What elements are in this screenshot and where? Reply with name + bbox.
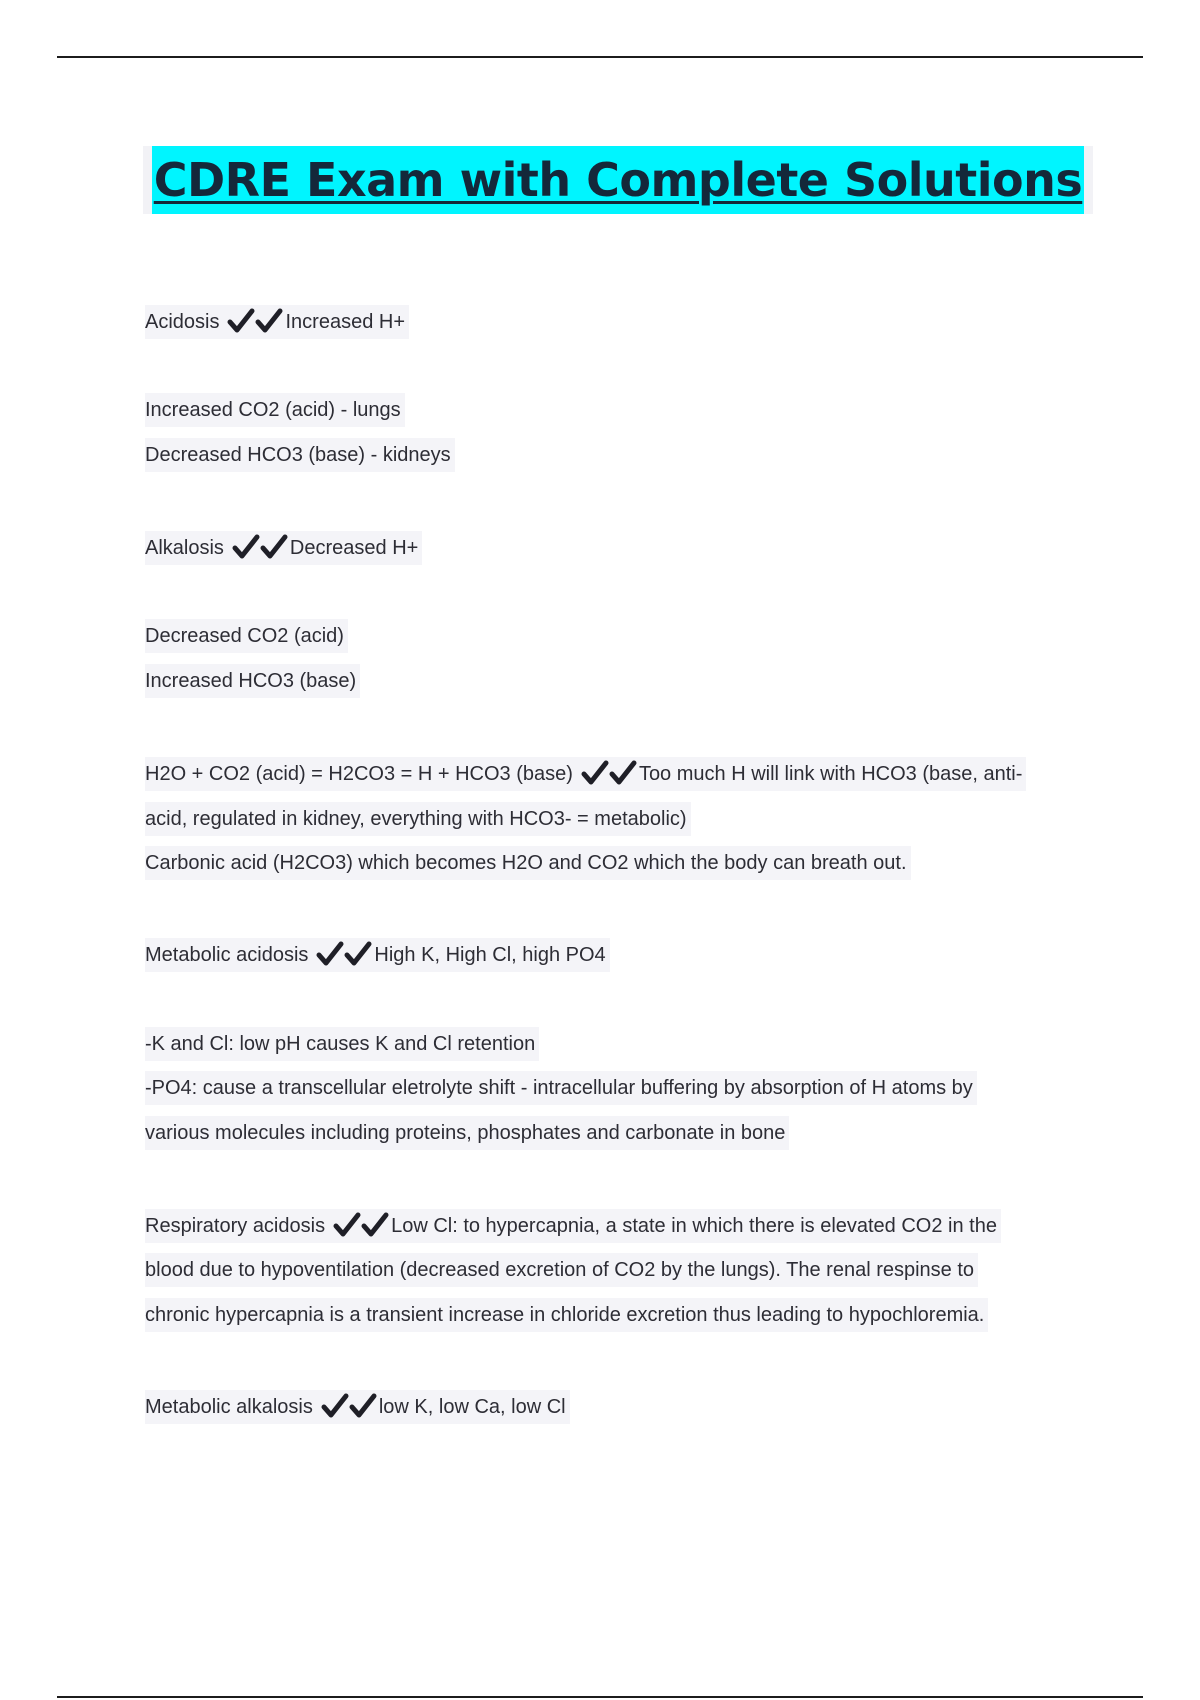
question-term: Respiratory acidosis — [145, 1215, 326, 1237]
check-icon — [344, 939, 372, 969]
answer-continuation: acid, regulated in kidney, everything with HCO3- = metabolic) — [145, 802, 691, 836]
answer-text: High K, High Cl, high PO4 — [374, 944, 606, 966]
answer-marker — [227, 306, 283, 340]
question-term: Acidosis — [145, 311, 220, 333]
qa-item-acidosis — [145, 305, 409, 339]
question-term: Metabolic alkalosis — [145, 1396, 313, 1418]
answer-continuation: blood due to hypoventilation (decreased excretion of CO2 by the lungs). The renal respinse to — [145, 1253, 978, 1287]
check-icon — [581, 758, 609, 788]
note-line: -K and Cl: low pH causes K and Cl retention — [145, 1027, 539, 1061]
answer-text: Decreased H+ — [289, 537, 419, 559]
note-line: Increased HCO3 (base) — [145, 664, 360, 698]
answer-text: low K, low Ca, low Cl — [378, 1396, 566, 1418]
answer-text: Low Cl: to hypercapnia, a state in which there is elevated CO2 in the — [391, 1215, 997, 1237]
note-line: various molecules including proteins, phosphates and carbonate in bone — [145, 1116, 789, 1150]
note-line: Carbonic acid (H2CO3) which becomes H2O and CO2 which the body can breath out. — [145, 846, 911, 880]
answer-continuation: chronic hypercapnia is a transient increase in chloride excretion thus leading to hypochloremia. — [145, 1298, 988, 1332]
answer-marker — [316, 939, 372, 973]
note-line: Decreased CO2 (acid) — [145, 619, 348, 653]
qa-item-metabolic-alkalosis — [145, 1390, 570, 1424]
check-icon — [316, 939, 344, 969]
qa-item-metabolic-acidosis — [145, 938, 610, 972]
check-icon — [255, 306, 283, 336]
note-line: -PO4: cause a transcellular eletrolyte shift - intracellular buffering by absorption of H atoms by — [145, 1071, 977, 1105]
note-line: Increased CO2 (acid) - lungs — [145, 393, 405, 427]
answer-marker — [232, 532, 288, 566]
check-icon — [260, 532, 288, 562]
top-rule — [57, 56, 1143, 58]
answer-text: Too much H will link with HCO3 (base, anti- — [638, 763, 1023, 785]
answer-marker — [581, 758, 637, 792]
check-icon — [321, 1391, 349, 1421]
check-icon — [349, 1391, 377, 1421]
page-title: CDRE Exam with Complete Solutions — [152, 146, 1085, 214]
check-icon — [609, 758, 637, 788]
check-icon — [361, 1210, 389, 1240]
check-icon — [333, 1210, 361, 1240]
question-term: H2O + CO2 (acid) = H2CO3 = H + HCO3 (base) — [145, 763, 573, 785]
answer-text: Increased H+ — [285, 311, 405, 333]
title-band — [143, 146, 1093, 214]
answer-marker — [321, 1391, 377, 1425]
check-icon — [232, 532, 260, 562]
qa-item-alkalosis — [145, 531, 422, 565]
check-icon — [227, 306, 255, 336]
qa-item-carbonic-equation — [145, 757, 1026, 791]
note-line: Decreased HCO3 (base) - kidneys — [145, 438, 455, 472]
bottom-rule — [57, 1696, 1143, 1698]
question-term: Metabolic acidosis — [145, 944, 309, 966]
answer-marker — [333, 1210, 389, 1244]
question-term: Alkalosis — [145, 537, 224, 559]
qa-item-respiratory-acidosis — [145, 1209, 1001, 1243]
